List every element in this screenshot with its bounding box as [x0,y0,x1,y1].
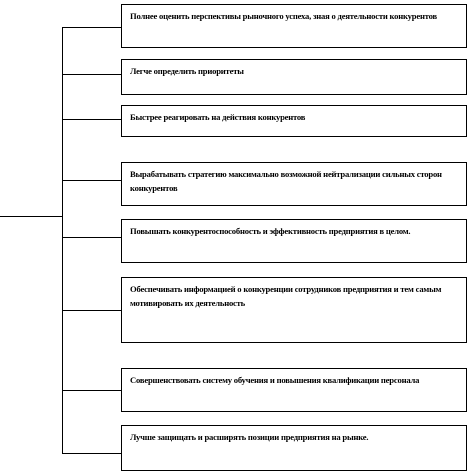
branch-line-4 [62,180,122,181]
benefit-box-7 [121,368,467,412]
benefit-box-1 [121,4,467,48]
benefit-box-3 [121,105,467,137]
benefit-text-3: Быстрее реагировать на действия конкурентов [130,112,306,122]
benefit-text-2: Легче определить приоритеты [130,66,244,76]
benefit-box-4 [121,162,467,206]
branch-line-3 [62,119,122,120]
branch-line-1 [62,27,122,28]
benefit-box-8 [121,425,467,471]
benefit-text-6: Обеспечивать информацией о конкуренции сотрудников предприятия и тем самым мотивировать их деятельность [130,284,442,308]
branch-line-6 [62,310,122,311]
benefit-box-2 [121,59,467,95]
benefit-box-5 [121,219,467,263]
benefit-text-1: Полнее оценить перспективы рыночного успеха, зная о деятельности конкурентов [130,11,437,21]
benefit-text-8: Лучше защищать и расширять позиции предприятия на рынке. [130,432,369,442]
benefit-text-4: Вырабатывать стратегию максимально возможной нейтрализации сильных сторон конкурентов [130,169,442,193]
branch-line-5 [62,237,122,238]
branch-line-8 [62,453,122,454]
benefit-text-7: Совершенствовать систему обучения и повышения квалификации персонала [130,375,420,385]
benefit-text-5: Повышать конкурентоспособность и эффективность предприятия в целом. [130,226,411,236]
branch-line-7 [62,390,122,391]
root-connector-line [0,216,63,217]
benefit-box-6 [121,277,467,343]
branch-line-2 [62,74,122,75]
